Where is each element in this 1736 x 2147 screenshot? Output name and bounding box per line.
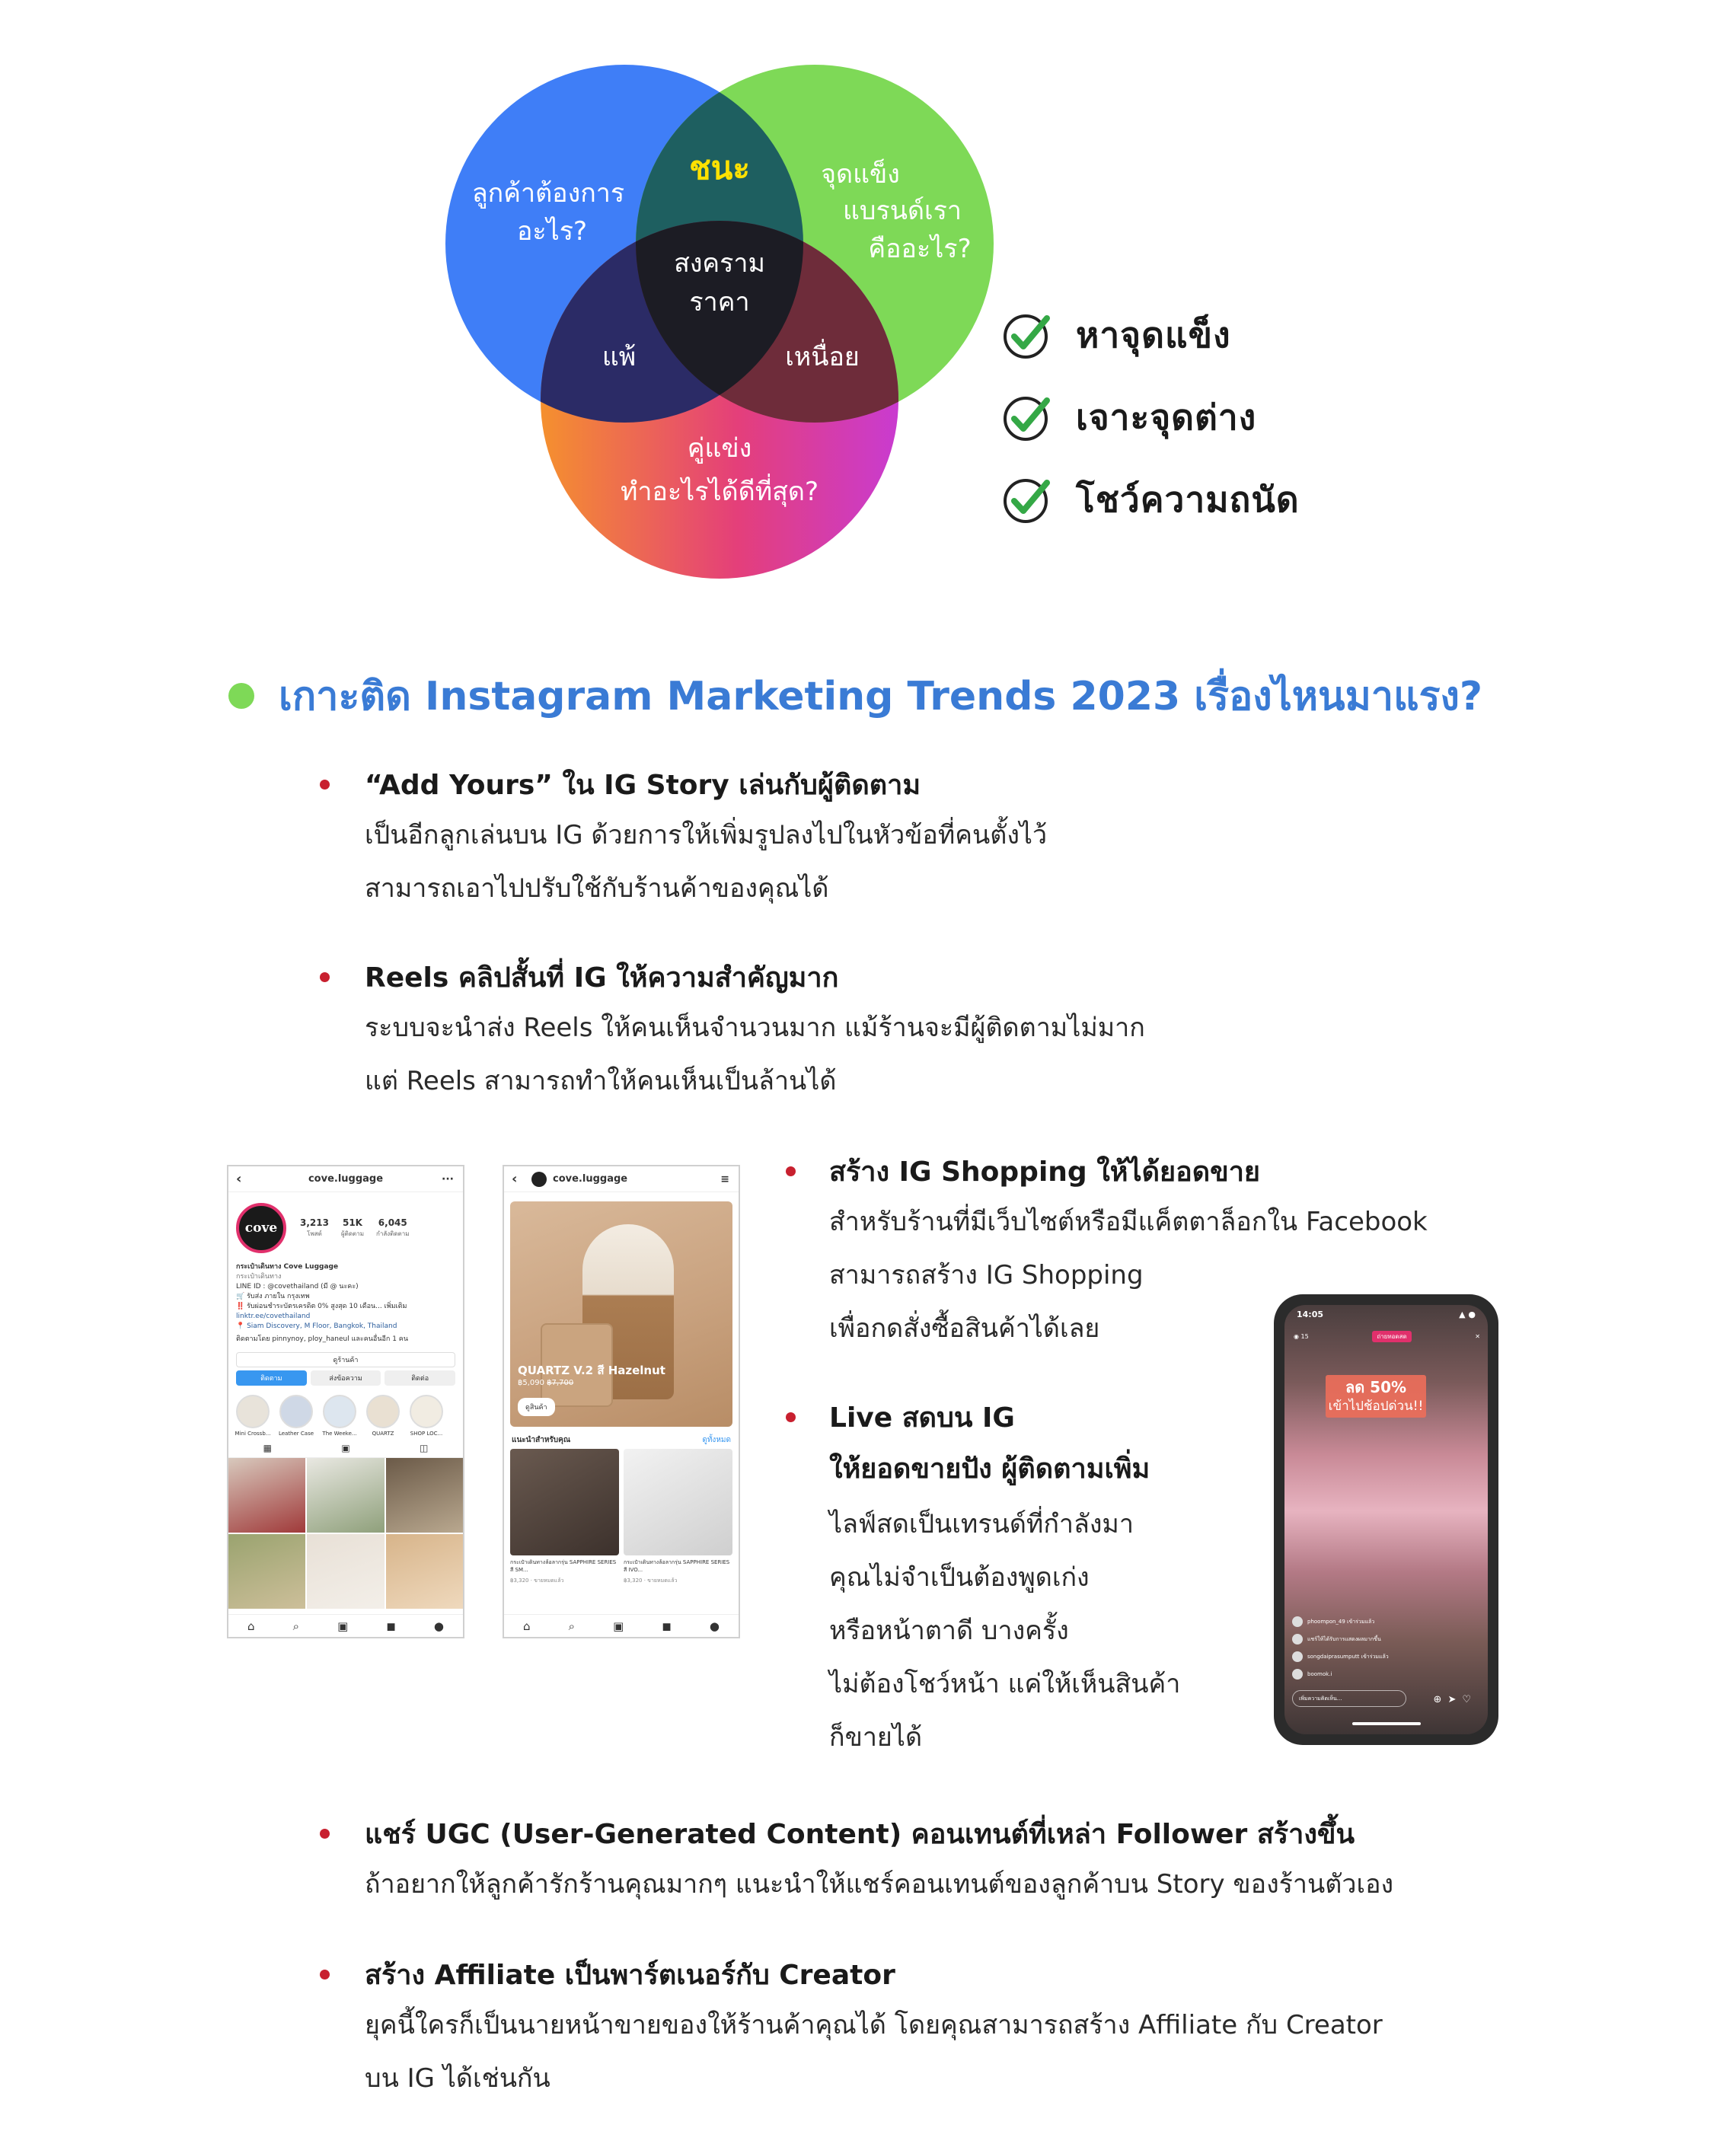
avatar — [531, 1172, 547, 1187]
bio-link: linktr.ee/covethailand — [236, 1313, 311, 1320]
back-icon: ‹ — [236, 1171, 242, 1187]
ig-shop-header — [504, 1166, 739, 1192]
venn-win-label: ชนะ — [689, 149, 750, 187]
hero-product-title: QUARTZ V.2 สี Hazelnut — [518, 1364, 665, 1377]
bullet-line: ไม่ต้องโชว์หน้า แค่ให้เห็นสินค้า — [829, 1669, 1181, 1699]
profile-bio — [228, 1258, 463, 1349]
live-viewer-count: ◉ 15 — [1294, 1333, 1309, 1340]
bullet-line: หรือหน้าตาดี บางครั้ง — [829, 1616, 1069, 1646]
checklist-item-label: หาจุดแข็ง — [1076, 314, 1231, 356]
stat-label: โพสต์ — [307, 1230, 322, 1237]
ig-username: cove.luggage — [553, 1173, 628, 1185]
live-badge: ถ่ายทอดสด — [1372, 1331, 1411, 1342]
bullet-title: “Add Yours” ใน IG Story เล่นกับผู้ติดตาม — [365, 770, 921, 801]
venn-lose-label: แพ้ — [602, 342, 637, 372]
checklist-item — [1001, 391, 1397, 444]
search-icon: ⌕ — [568, 1619, 576, 1633]
avatar-icon: ● — [433, 1619, 444, 1633]
check-circle-icon — [1001, 391, 1053, 443]
bullet-line: ระบบจะนำส่ง Reels ให้คนเห็นจำนวนมาก แม้ร้านจะมีผู้ติดตามไม่มาก — [365, 1013, 1145, 1043]
avatar-icon: ● — [709, 1619, 720, 1633]
ig-profile-header — [228, 1166, 463, 1192]
venn-customer-line1: ลูกค้าต้องการ — [471, 178, 625, 209]
bullet-dot-icon — [320, 1829, 330, 1839]
bullet-line: แต่ Reels สามารถทำให้คนเห็นเป็นล้านได้ — [365, 1066, 837, 1096]
ig-bottom-nav — [504, 1614, 739, 1637]
bullet-title: Live สดบน IG — [829, 1402, 1015, 1434]
bullet-title: Reels คลิปสั้นที่ IG ให้ความสำคัญมาก — [365, 962, 839, 994]
bio-line: 📍 Siam Discovery, M Floor, Bangkok, Thailand — [236, 1322, 397, 1330]
bullet-line: ยุคนี้ใครก็เป็นนายหน้าขายของให้ร้านค้าคุณได้ โดยคุณสามารถสร้าง Affiliate กับ Creator — [365, 2010, 1383, 2040]
venn-brand-line1: จุดแข็ง — [821, 159, 900, 190]
stat-label: กำลังติดตาม — [376, 1230, 410, 1237]
message-button: ส่งข้อความ — [311, 1370, 381, 1386]
bio-line: กระเป๋าเดินทาง Cove Luggage — [236, 1263, 339, 1271]
venn-center-line1: สงคราม — [674, 248, 765, 279]
close-icon: ✕ — [1475, 1333, 1480, 1340]
shop-icon: ◼ — [662, 1619, 672, 1633]
product-price: ฿3,320 · ขายหมดแล้ว — [624, 1578, 678, 1584]
highlight-item: SHOP LOC... — [408, 1395, 445, 1437]
bullet-affiliate — [320, 1953, 1614, 2105]
more-icon: ··· — [442, 1172, 454, 1185]
product-card — [510, 1449, 619, 1584]
section-heading-text: เกาะติด Instagram Marketing Trends 2023 เรื่องไหนมาแรง? — [279, 674, 1483, 719]
checklist-item-label: เจาะจุดต่าง — [1076, 396, 1257, 438]
live-comment-input: เพิ่มความคิดเห็น... — [1292, 1690, 1406, 1707]
checklist-item-label: โชว์ความถนัด — [1076, 478, 1300, 520]
product-name: กระเป๋าเดินทางล้อลากรุ่น SAPPHIRE SERIES สี IVO... — [624, 1559, 730, 1573]
home-icon: ⌂ — [247, 1619, 255, 1633]
bullet-dot-icon — [320, 972, 330, 982]
reels-icon: ▣ — [613, 1619, 624, 1633]
bullet-dot-icon — [786, 1412, 796, 1422]
live-comment: phoompon_49 เข้าร่วมแล้ว — [1292, 1616, 1480, 1627]
home-indicator — [1352, 1722, 1421, 1725]
highlight-item: The Weeke... — [321, 1395, 358, 1437]
bullet-dot-icon — [320, 780, 330, 790]
venn-tired-label: เหนื่อย — [785, 342, 860, 372]
live-action-icons: ⊕➤♡ — [1433, 1694, 1477, 1705]
venn-competitor-line2: ทำอะไรได้ดีที่สุด? — [620, 477, 819, 507]
ig-live-phone — [1274, 1294, 1498, 1745]
profile-stats — [300, 1217, 410, 1239]
ig-live-screen — [1284, 1305, 1488, 1734]
bullet-line: คุณไม่จำเป็นต้องพูดเก่ง — [829, 1562, 1090, 1593]
bullet-line: ไลฟ์สดเป็นเทรนด์ที่กำลังมา — [829, 1509, 1134, 1539]
bullet-line: เพื่อกดสั่งซื้อสินค้าได้เลย — [829, 1313, 1100, 1344]
bullet-title: สร้าง Affiliate เป็นพาร์ตเนอร์กับ Creator — [365, 1960, 895, 1991]
menu-icon: ≡ — [720, 1172, 729, 1185]
story-highlights — [228, 1389, 463, 1438]
bullet-line: สามารถเอาไปปรับใช้กับร้านค้าของคุณได้ — [365, 873, 829, 904]
tagged-icon: ◫ — [419, 1442, 429, 1453]
live-comments — [1292, 1609, 1480, 1680]
product-price: ฿3,320 · ขายหมดแล้ว — [510, 1578, 564, 1584]
view-shop-button: ดูร้านค้า — [236, 1352, 455, 1367]
sale-line1: ลด 50% — [1345, 1378, 1407, 1396]
venn-center-line2: ราคา — [689, 287, 750, 317]
checklist-item — [1001, 308, 1397, 362]
bullet-reels — [320, 955, 1614, 1108]
sale-line2: เข้าไปช้อปด่วน!! — [1328, 1399, 1424, 1414]
bullet-live — [786, 1396, 1258, 1764]
home-icon: ⌂ — [523, 1619, 531, 1633]
bio-line: ‼️ รับผ่อนชำระบัตรเครดิต 0% สูงสุด 10 เดือน... เพิ่มเติม — [236, 1303, 407, 1310]
ig-username: cove.luggage — [308, 1173, 384, 1185]
contact-button: ติดต่อ — [385, 1370, 455, 1386]
bullet-title: แชร์ UGC (User-Generated Content) คอนเทนต์ที่เหล่า Follower สร้างขึ้น — [365, 1819, 1355, 1850]
venn-brand-line2: แบรนด์เรา — [842, 196, 962, 226]
venn-customer-line2: อะไร? — [516, 216, 588, 247]
bio-line: 🛒 รับส่ง ภายใน กรุงเทพ — [236, 1293, 310, 1300]
bullet-line: เป็นอีกลูกเล่นบน IG ด้วยการให้เพิ่มรูปลงไปในหัวข้อที่คนตั้งไว้ — [365, 820, 1048, 850]
venn-brand-line3: คืออะไร? — [868, 234, 972, 264]
avatar: cove — [236, 1203, 286, 1253]
stat-value: 3,213 — [300, 1217, 329, 1228]
follow-button: ติดตาม — [236, 1370, 307, 1386]
live-comment: songdaiprasumputt เข้าร่วมแล้ว — [1292, 1651, 1480, 1662]
checklist — [1001, 308, 1397, 555]
bullet-ugc — [320, 1812, 1614, 1911]
bio-line: กระเป๋าเดินทาง — [236, 1273, 282, 1281]
signal-icon: ▲ ● — [1459, 1310, 1476, 1319]
stat-value: 6,045 — [378, 1217, 407, 1228]
check-circle-icon — [1001, 474, 1053, 525]
heading-dot-icon — [228, 683, 254, 709]
view-product-button: ดูสินค้า — [518, 1398, 555, 1416]
stat-value: 51K — [342, 1217, 362, 1228]
recommended-heading: แนะนำสำหรับคุณ — [512, 1436, 571, 1444]
bullet-line: บน IG ได้เช่นกัน — [365, 2063, 550, 2094]
sale-banner — [1326, 1375, 1426, 1418]
ig-profile-screenshot — [227, 1165, 464, 1638]
bullet-line: ก็ขายได้ — [829, 1722, 923, 1753]
search-icon: ⌕ — [292, 1619, 300, 1633]
live-comment: แชร์ให้ได้รับการแสดงผลมากขึ้น — [1292, 1634, 1480, 1645]
hero-product-price: ฿5,090 ฿7,700 — [518, 1379, 574, 1387]
back-icon: ‹ — [512, 1171, 518, 1187]
highlight-item: QUARTZ — [365, 1395, 401, 1437]
shop-icon: ◼ — [386, 1619, 396, 1633]
check-circle-icon — [1001, 309, 1053, 361]
see-all-link: ดูทั้งหมด — [702, 1436, 731, 1444]
product-card — [624, 1449, 732, 1584]
profile-photo-grid — [228, 1458, 463, 1609]
bio-line: ติดตามโดย pinnynoy, ploy_haneul และคนอื่นอีก 1 คน — [236, 1335, 408, 1343]
bullet-dot-icon — [786, 1166, 796, 1176]
section-heading — [228, 664, 1599, 727]
ig-bottom-nav — [228, 1614, 463, 1637]
bullet-title-line2: ให้ยอดขายปัง ผู้ติดตามเพิ่ม — [829, 1453, 1150, 1485]
bio-line: LINE ID : @covethailand (มี @ นะคะ) — [236, 1283, 359, 1290]
reels-icon: ▣ — [337, 1619, 349, 1633]
stat-label: ผู้ติดตาม — [340, 1230, 365, 1237]
bullet-line: สามารถสร้าง IG Shopping — [829, 1260, 1144, 1290]
grid-icon: ▦ — [263, 1442, 272, 1453]
live-comment: boomok.i — [1292, 1669, 1480, 1680]
status-bar — [1297, 1310, 1476, 1319]
bullet-line: ถ้าอยากให้ลูกค้ารักร้านคุณมากๆ แนะนำให้แชร์คอนเทนต์ของลูกค้าบน Story ของร้านตัวเอง — [365, 1869, 1394, 1900]
product-hero — [510, 1201, 732, 1427]
bullet-line: สำหรับร้านที่มีเว็บไซต์หรือมีแค็ตตาล็อกใน Facebook — [829, 1207, 1428, 1237]
bullet-add-yours — [320, 763, 1614, 915]
venn-diagram — [434, 46, 1020, 579]
venn-competitor-line1: คู่แข่ง — [687, 433, 752, 464]
highlight-item: Mini Crossb... — [235, 1395, 271, 1437]
reels-icon: ▣ — [341, 1442, 350, 1453]
product-name: กระเป๋าเดินทางล้อลากรุ่น SAPPHIRE SERIES สี SM... — [510, 1559, 617, 1573]
highlight-item: Leather Case — [278, 1395, 314, 1437]
ig-shop-screenshot — [503, 1165, 740, 1638]
bullet-dot-icon — [320, 1970, 330, 1980]
checklist-item — [1001, 473, 1397, 526]
status-time: 14:05 — [1297, 1310, 1324, 1319]
bullet-title: สร้าง IG Shopping ให้ได้ยอดขาย — [829, 1156, 1261, 1188]
profile-grid-tabs — [228, 1438, 463, 1458]
